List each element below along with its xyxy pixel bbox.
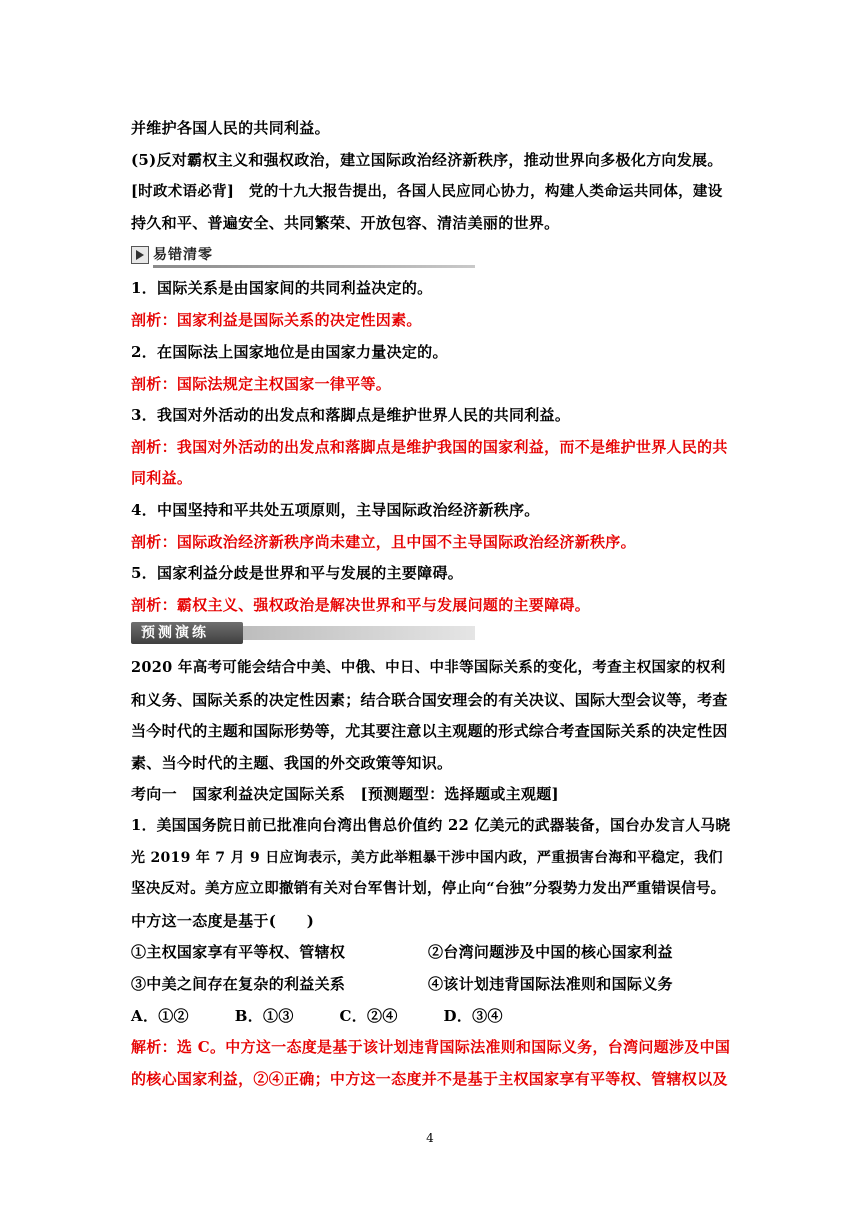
question-line: 1．国际关系是由国家间的共同利益决定的。 — [131, 279, 433, 297]
page-number: 4 — [426, 1131, 434, 1145]
analysis-line: 剖析：国际法规定主权国家一律平等。 — [131, 375, 392, 393]
text-line: 并维护各国人民的共同利益。 — [131, 119, 330, 137]
question-line: 3．我国对外活动的出发点和落脚点是维护世界人民的共同利益。 — [131, 406, 571, 424]
analysis-line: 剖析：国际政治经济新秩序尚未建立，且中国不主导国际政治经济新秩序。 — [131, 533, 636, 551]
option-3: ③中美之间存在复杂的利益关系 — [131, 975, 346, 993]
text-line: 素、当今时代的主题、我国的外交政策等知识。 — [131, 754, 453, 772]
answer-line: 解析：选 C。中方这一态度是基于该计划违背国际法准则和国际义务，台湾问题涉及中国 — [131, 1038, 731, 1056]
question-line: 4．中国坚持和平共处五项原则，主导国际政治经济新秩序。 — [131, 501, 540, 519]
choices-line: A．①② B．①③ C．②④ D．③④ — [131, 1007, 503, 1025]
question-line: 坚决反对。美方应立即撤销有关对台军售计划，停止向“台独”分裂势力发出严重错误信号。 — [131, 880, 726, 897]
direction-heading: 考向一 国家利益决定国际关系 [预测题型：选择题或主观题] — [131, 785, 559, 803]
section-divider — [153, 265, 475, 268]
section-banner-errors — [131, 245, 475, 267]
text-line: 和义务、国际关系的决定性因素；结合联合国安理会的有关决议、国际大型会议等，考查 — [131, 691, 728, 709]
section-banner-forecast — [131, 622, 475, 646]
text-line: 当今时代的主题和国际形势等，尤其要注意以主观题的形式综合考查国际关系的决定性因 — [131, 722, 728, 740]
play-arrow-icon — [131, 246, 149, 264]
analysis-line: 剖析：我国对外活动的出发点和落脚点是维护我国的国家利益，而不是维护世界人民的共 — [131, 438, 728, 456]
analysis-line: 剖析：霸权主义、强权政治是解决世界和平与发展问题的主要障碍。 — [131, 596, 591, 614]
analysis-line: 剖析：国家利益是国际关系的决定性因素。 — [131, 311, 422, 329]
section-title: 预测演练 — [141, 625, 209, 641]
option-4: ④该计划违背国际法准则和国际义务 — [428, 975, 673, 993]
text-line: 持久和平、普遍安全、共同繁荣、开放包容、清洁美丽的世界。 — [131, 214, 560, 232]
option-1: ①主权国家享有平等权、管辖权 — [131, 943, 346, 961]
question-line: 1．美国国务院日前已批准向台湾出售总价值约 22 亿美元的武器装备，国台办发言人马晓 — [131, 817, 731, 834]
text-line: 2020 年高考可能会结合中美、中俄、中日、中非等国际关系的变化，考查主权国家的权利 — [131, 659, 726, 676]
analysis-line: 同利益。 — [131, 469, 193, 487]
section-title-plate — [131, 622, 243, 644]
question-line: 5．国家利益分歧是世界和平与发展的主要障碍。 — [131, 564, 464, 582]
section-title: 易错清零 — [153, 247, 213, 263]
answer-line: 的核心国家利益，②④正确；中方这一态度并不是基于主权国家享有平等权、管辖权以及 — [131, 1070, 728, 1088]
option-2: ②台湾问题涉及中国的核心国家利益 — [428, 943, 673, 961]
text-line: (5)反对霸权主义和强权政治，建立国际政治经济新秩序，推动世界向多极化方向发展。 — [131, 151, 723, 169]
question-line: 中方这一态度是基于( ) — [131, 912, 315, 930]
section-divider — [243, 626, 475, 640]
question-line: 2．在国际法上国家地位是由国家力量决定的。 — [131, 343, 448, 361]
text-line: [时政术语必背] 党的十九大报告提出，各国人民应同心协力，构建人类命运共同体，建设 — [131, 183, 723, 200]
question-line: 光 2019 年 7 月 9 日应询表示，美方此举粗暴干涉中国内政，严重损害台海和平稳定，我们 — [131, 850, 723, 866]
